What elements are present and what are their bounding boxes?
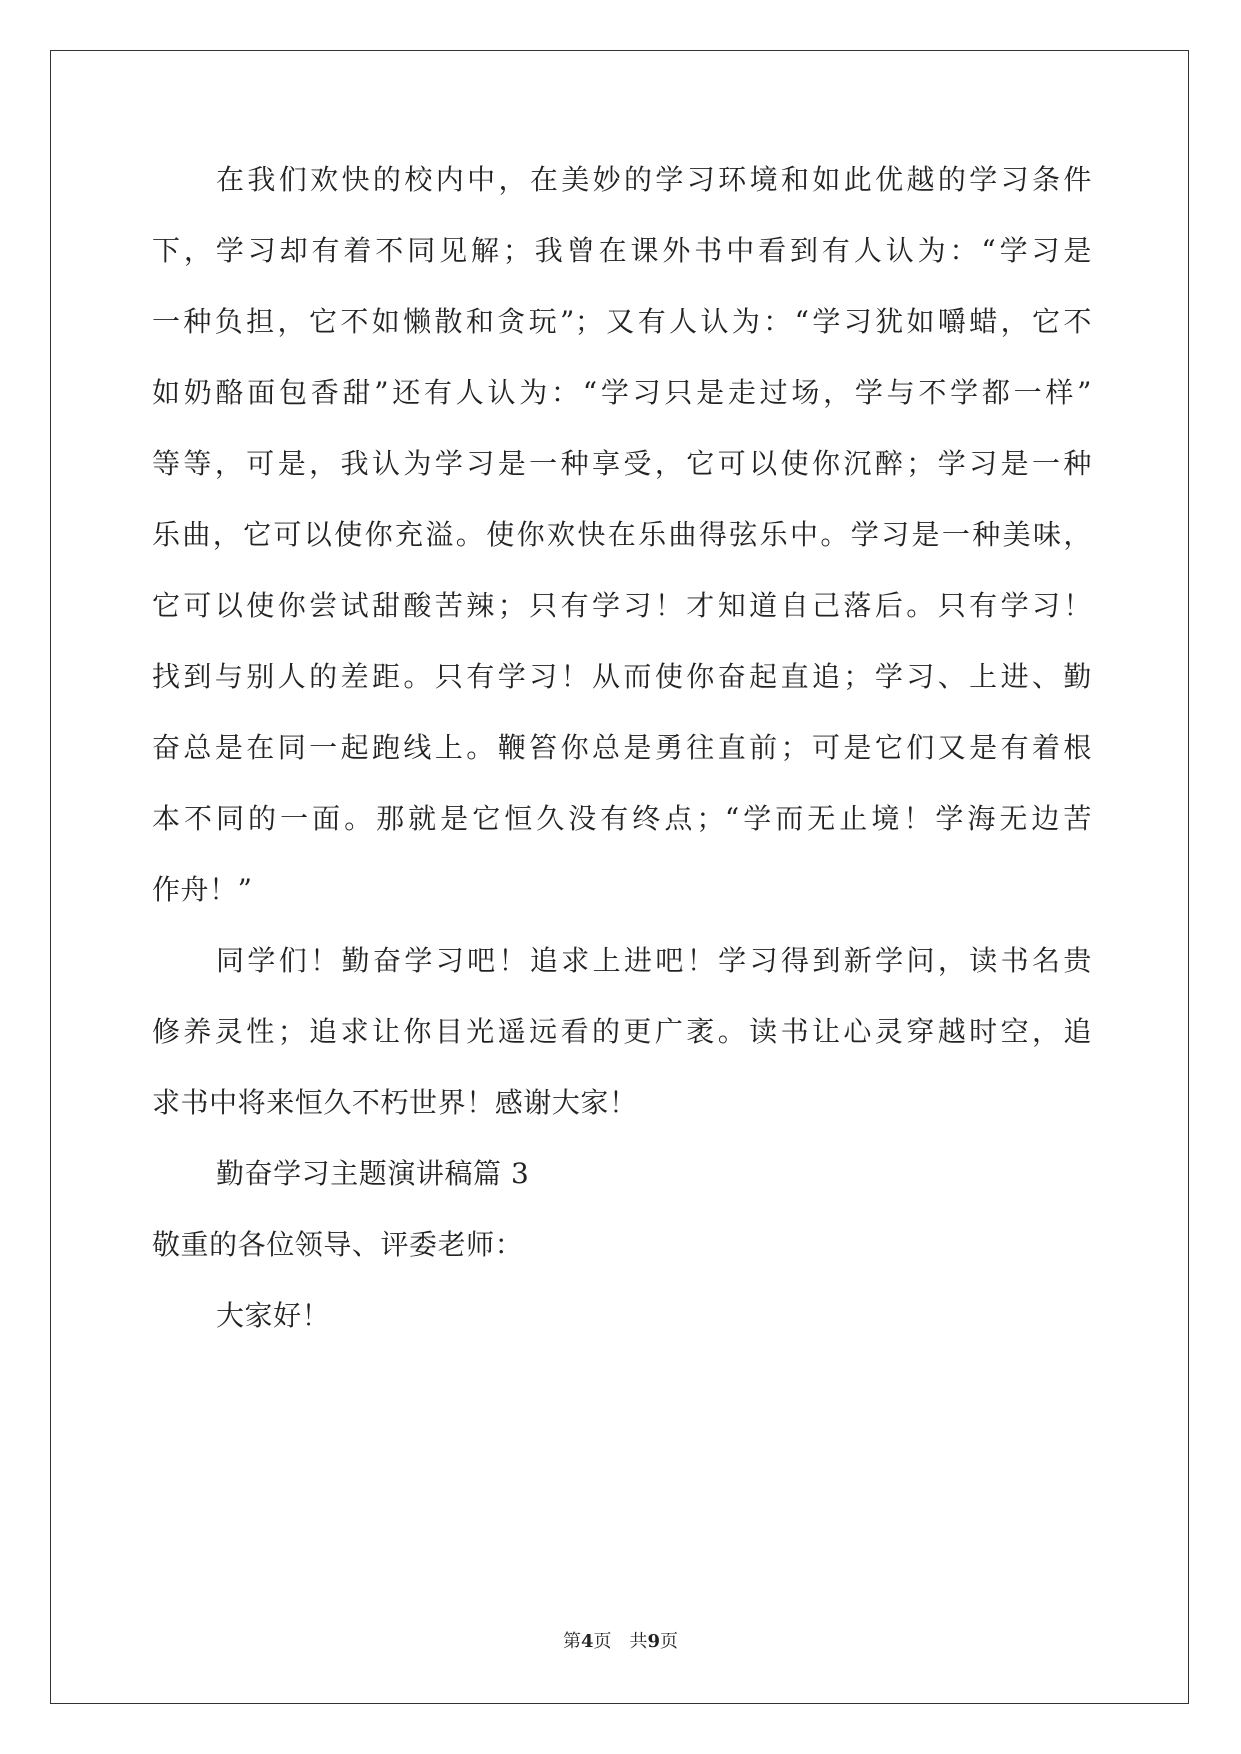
paragraph-1-line-1: 在我们欢快的校内中，在美妙的学习环境和如此优越的学习条件: [216, 163, 1092, 196]
paragraph-1-line-6: 乐曲，它可以使你充溢。使你欢快在乐曲得弦乐中。学习是一种美味，: [152, 518, 1092, 551]
total-suffix: 页: [660, 1631, 679, 1652]
page-current: 4: [580, 1631, 594, 1652]
paragraph-1-line-4: 如奶酪面包香甜”还有人认为：“学习只是走过场，学与不学都一样”: [152, 376, 1092, 409]
paragraph-1-line-2: 下，学习却有着不同见解；我曾在课外书中看到有人认为：“学习是: [152, 234, 1092, 267]
salutation: 敬重的各位领导、评委老师：: [152, 1228, 524, 1261]
paragraph-1-line-8: 找到与别人的差距。只有学习！从而使你奋起直追；学习、上进、勤: [152, 660, 1092, 693]
paragraph-1-line-10: 本不同的一面。那就是它恒久没有终点；“学而无止境！学海无边苦: [152, 802, 1092, 835]
paragraph-1-line-11: 作舟！”: [152, 873, 253, 906]
page-footer: [0, 1630, 1241, 1654]
paragraph-1-line-3: 一种负担，它不如懒散和贪玩”；又有人认为：“学习犹如嚼蜡，它不: [152, 305, 1092, 338]
paragraph-1-line-5: 等等，可是，我认为学习是一种享受，它可以使你沉醉；学习是一种: [152, 447, 1092, 480]
paragraph-2-line-1: 同学们！勤奋学习吧！追求上进吧！学习得到新学问，读书名贵: [216, 944, 1092, 977]
paragraph-1-line-9: 奋总是在同一起跑线上。鞭笞你总是勇往直前；可是它们又是有着根: [152, 731, 1092, 764]
paragraph-2-line-2: 修养灵性；追求让你目光遥远看的更广袤。读书让心灵穿越时空，追: [152, 1015, 1092, 1048]
paragraph-1-line-7: 它可以使你尝试甜酸苦辣；只有学习！才知道自己落后。只有学习！: [152, 589, 1092, 622]
total-prefix: 共: [629, 1631, 648, 1652]
greeting: 大家好！: [216, 1299, 331, 1332]
paragraph-2-line-3: 求书中将来恒久不朽世界！感谢大家！: [152, 1086, 638, 1119]
page-prefix: 第: [562, 1631, 581, 1652]
section-title: 勤奋学习主题演讲稿篇 3: [216, 1157, 530, 1190]
page-total: 9: [647, 1631, 661, 1652]
page-suffix: 页: [593, 1631, 612, 1652]
